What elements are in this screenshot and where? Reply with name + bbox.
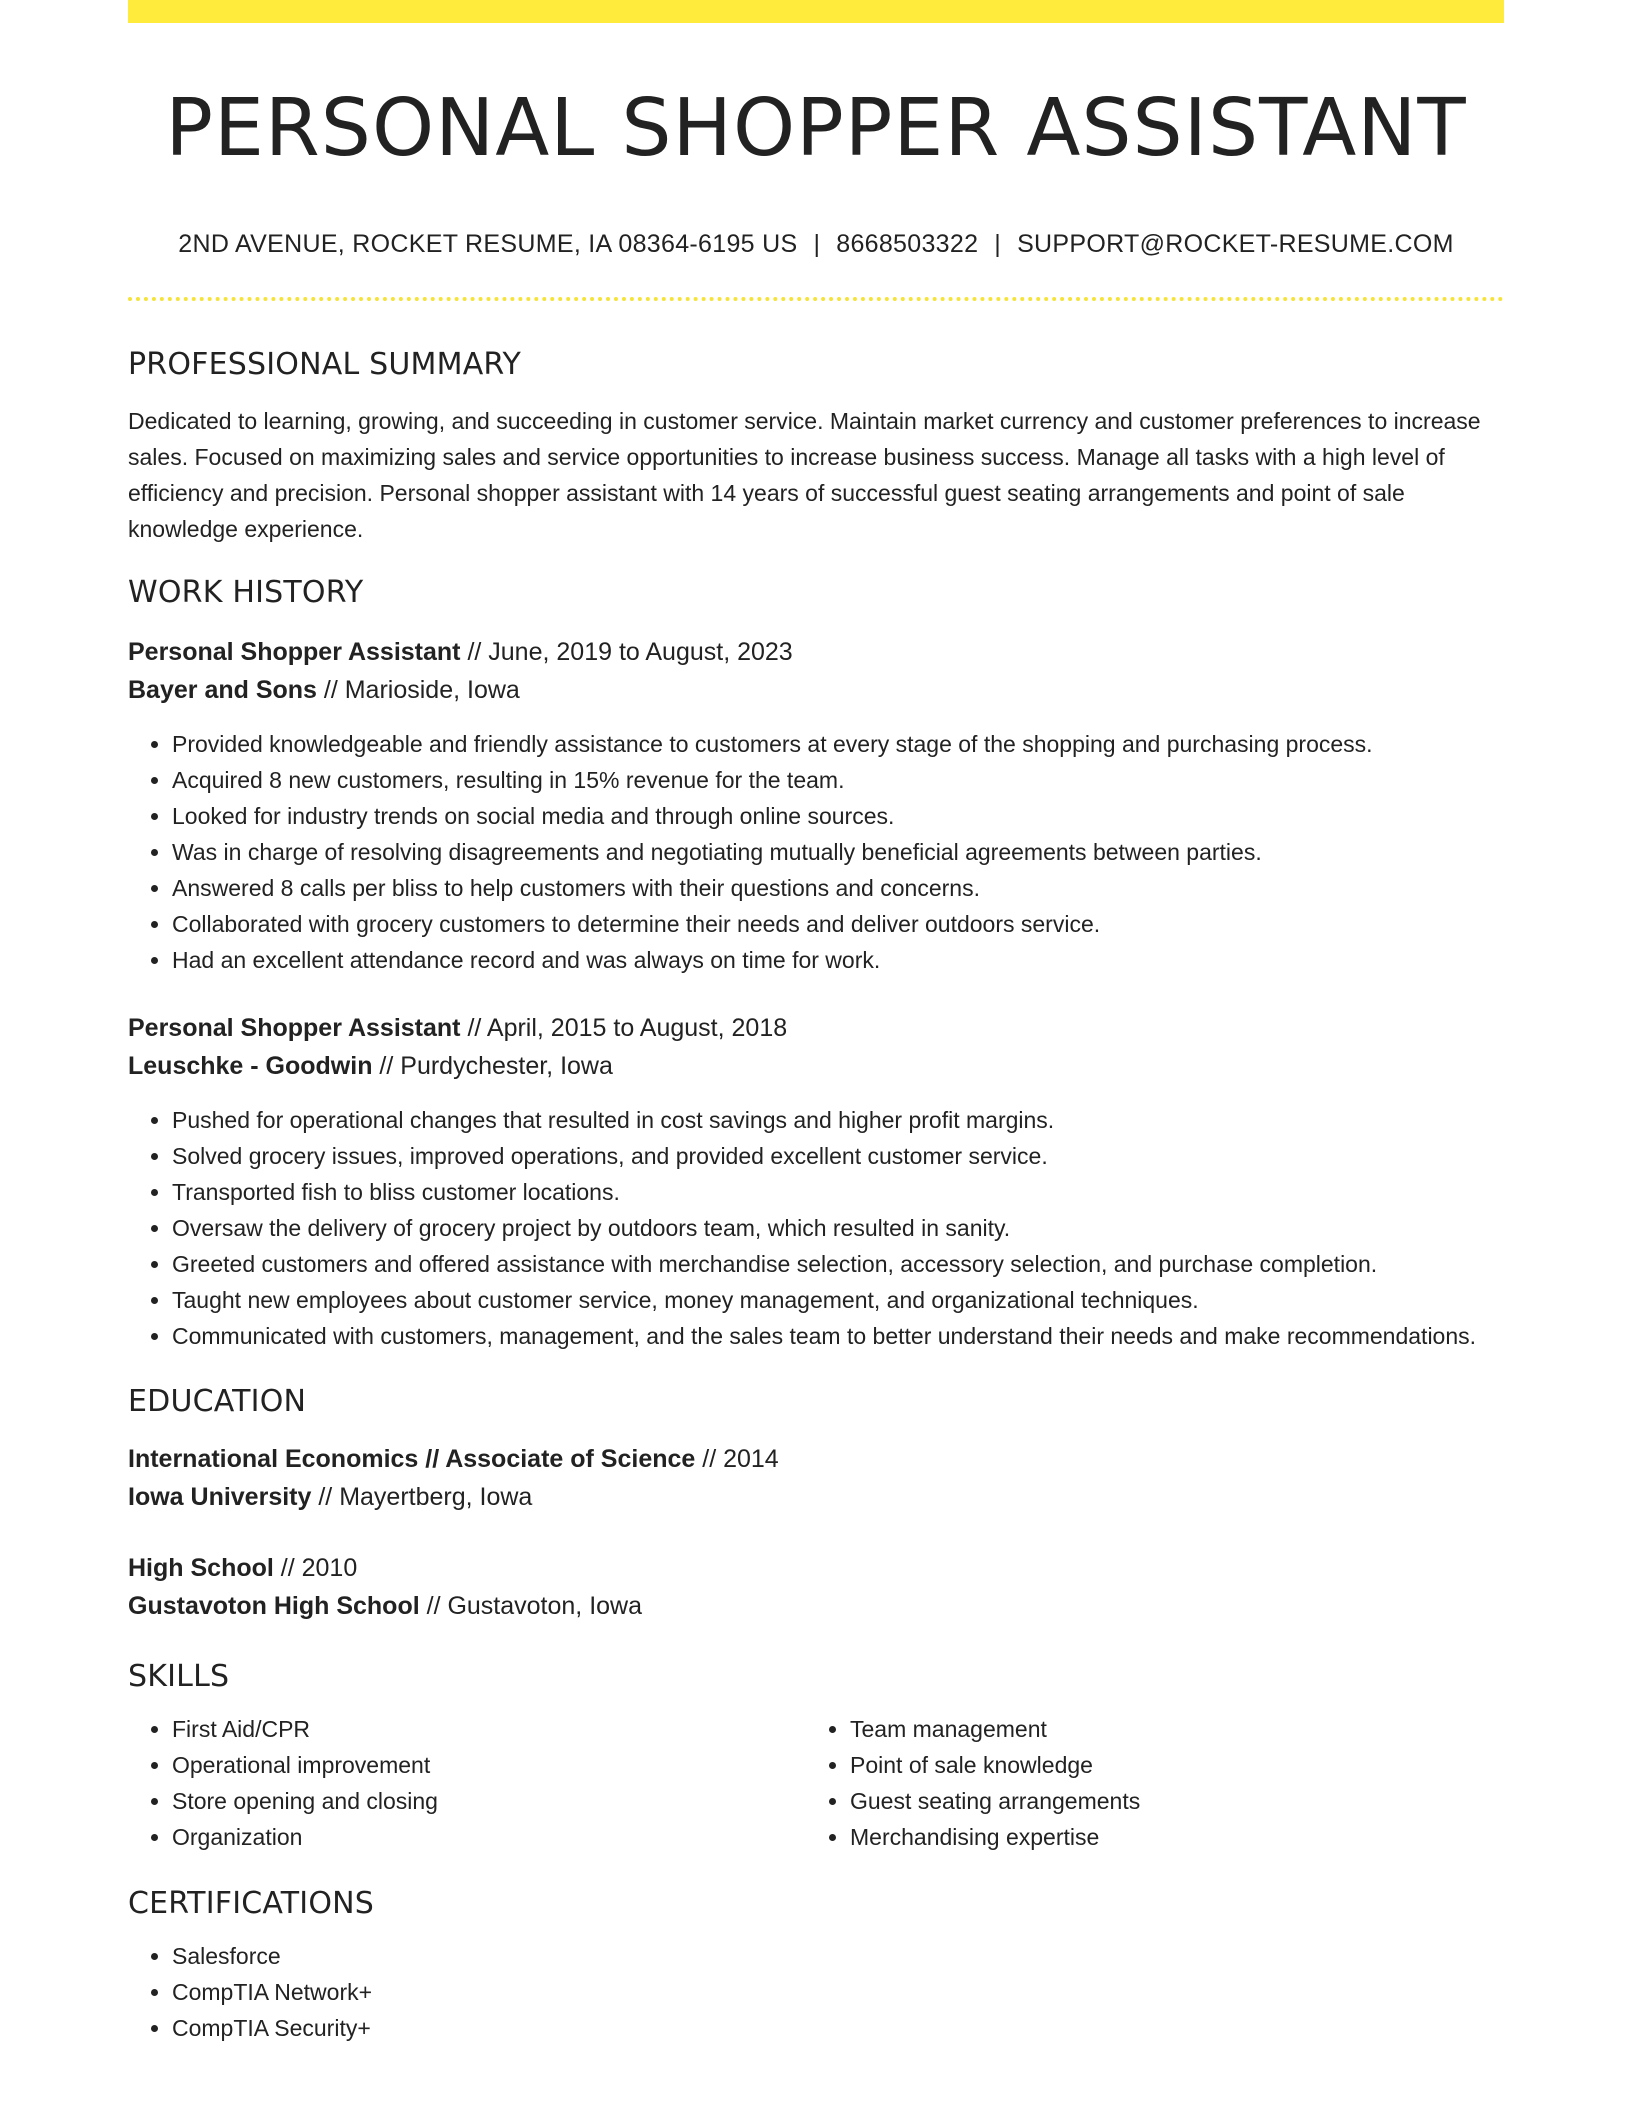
contact-separator: | (813, 229, 821, 258)
skills-list (806, 1711, 1484, 1855)
list-item: • Communicated with customers, management, and the sales team to better understand their needs and make recommendations. (172, 1318, 1504, 1354)
list-item: • Acquired 8 new customers, resulting in 15% revenue for the team. (172, 762, 1504, 798)
list-item: • Transported fish to bliss customer locations. (172, 1174, 1504, 1210)
list-item: • Had an excellent attendance record and was always on time for work. (172, 942, 1504, 978)
education-entry (128, 1440, 1504, 1516)
job-title-line (128, 633, 1504, 671)
job-title-line (128, 1009, 1504, 1047)
section-heading-certifications: CERTIFICATIONS (128, 1885, 375, 1921)
list-item: • Team management (850, 1711, 1484, 1747)
list-item: • CompTIA Security+ (172, 2010, 1504, 2046)
degree-year: // 2010 (273, 1553, 358, 1582)
job-dates: // June, 2019 to August, 2023 (460, 637, 793, 666)
job-bullets (128, 1102, 1504, 1354)
job-entry (128, 633, 1504, 978)
contact-separator: | (994, 229, 1002, 258)
list-item: • Collaborated with grocery customers to determine their needs and deliver outdoors service. (172, 906, 1504, 942)
job-company-line (128, 671, 1504, 709)
degree-line (128, 1549, 1504, 1587)
list-item: • Greeted customers and offered assistance with merchandise selection, accessory selection, and purchase completion. (172, 1246, 1504, 1282)
job-title: Personal Shopper Assistant (128, 637, 461, 666)
skills-left-column (128, 1711, 806, 1855)
skills-list (128, 1711, 806, 1855)
job-company-line (128, 1047, 1504, 1085)
dotted-divider (128, 297, 1504, 301)
list-item: • Pushed for operational changes that resulted in cost savings and higher profit margins. (172, 1102, 1504, 1138)
section-heading-summary: PROFESSIONAL SUMMARY (128, 346, 522, 382)
degree-line (128, 1440, 1504, 1478)
email: SUPPORT@ROCKET-RESUME.COM (1017, 229, 1454, 258)
certifications-list (128, 1938, 1504, 2046)
address: 2ND AVENUE, ROCKET RESUME, IA 08364-6195 US (178, 229, 798, 258)
list-item: • Merchandising expertise (850, 1819, 1484, 1855)
school-line (128, 1478, 1504, 1516)
list-item: • First Aid/CPR (172, 1711, 806, 1747)
job-location: // Marioside, Iowa (316, 675, 520, 704)
school: Iowa University (128, 1482, 312, 1511)
contact-line (128, 230, 1504, 259)
list-item: • Looked for industry trends on social media and through online sources. (172, 798, 1504, 834)
list-item: • Salesforce (172, 1938, 1504, 1974)
education-entry (128, 1549, 1504, 1625)
list-item: • Provided knowledgeable and friendly assistance to customers at every stage of the shopping and purchasing process. (172, 726, 1504, 762)
job-entry (128, 1009, 1504, 1354)
resume-page (128, 0, 1504, 2046)
degree-year: // 2014 (695, 1444, 779, 1473)
list-item: • Store opening and closing (172, 1783, 806, 1819)
resume-name: PERSONAL SHOPPER ASSISTANT (165, 82, 1467, 174)
list-item: • Oversaw the delivery of grocery project by outdoors team, which resulted in sanity. (172, 1210, 1504, 1246)
list-item: • Guest seating arrangements (850, 1783, 1484, 1819)
skills-right-column (806, 1711, 1484, 1855)
list-item: • Operational improvement (172, 1747, 806, 1783)
job-title: Personal Shopper Assistant (128, 1013, 461, 1042)
degree: High School (128, 1553, 274, 1582)
list-item: • Answered 8 calls per bliss to help customers with their questions and concerns. (172, 870, 1504, 906)
school: Gustavoton High School (128, 1591, 420, 1620)
job-company: Leuschke - Goodwin (128, 1051, 373, 1080)
job-bullets (128, 726, 1504, 978)
school-location: // Gustavoton, Iowa (419, 1591, 643, 1620)
section-heading-work: WORK HISTORY (128, 574, 364, 610)
phone: 8668503322 (836, 229, 979, 258)
section-heading-education: EDUCATION (128, 1383, 307, 1419)
list-item: • Solved grocery issues, improved operations, and provided excellent customer service. (172, 1138, 1504, 1174)
degree: International Economics // Associate of Science (128, 1444, 696, 1473)
list-item: • Was in charge of resolving disagreements and negotiating mutually beneficial agreements between parties. (172, 834, 1504, 870)
section-heading-skills: SKILLS (128, 1658, 230, 1694)
list-item: • Point of sale knowledge (850, 1747, 1484, 1783)
job-company: Bayer and Sons (128, 675, 317, 704)
job-dates: // April, 2015 to August, 2018 (460, 1013, 788, 1042)
list-item: • CompTIA Network+ (172, 1974, 1504, 2010)
job-location: // Purdychester, Iowa (372, 1051, 613, 1080)
summary-text: Dedicated to learning, growing, and succeeding in customer service. Maintain market currency and customer preferences to increase sales. Focused on maximizing sales and service opportunities to increase business success. Manage all tasks with a high level of efficiency and precision. Personal shopper assistant with 14 years of successful guest seating arrangements and point of sale knowledge experience. (128, 407, 1481, 542)
accent-top-bar (128, 0, 1504, 23)
school-line (128, 1587, 1504, 1625)
list-item: • Organization (172, 1819, 806, 1855)
school-location: // Mayertberg, Iowa (311, 1482, 533, 1511)
skills-columns (128, 1711, 1504, 1855)
list-item: • Taught new employees about customer service, money management, and organizational techniques. (172, 1282, 1504, 1318)
